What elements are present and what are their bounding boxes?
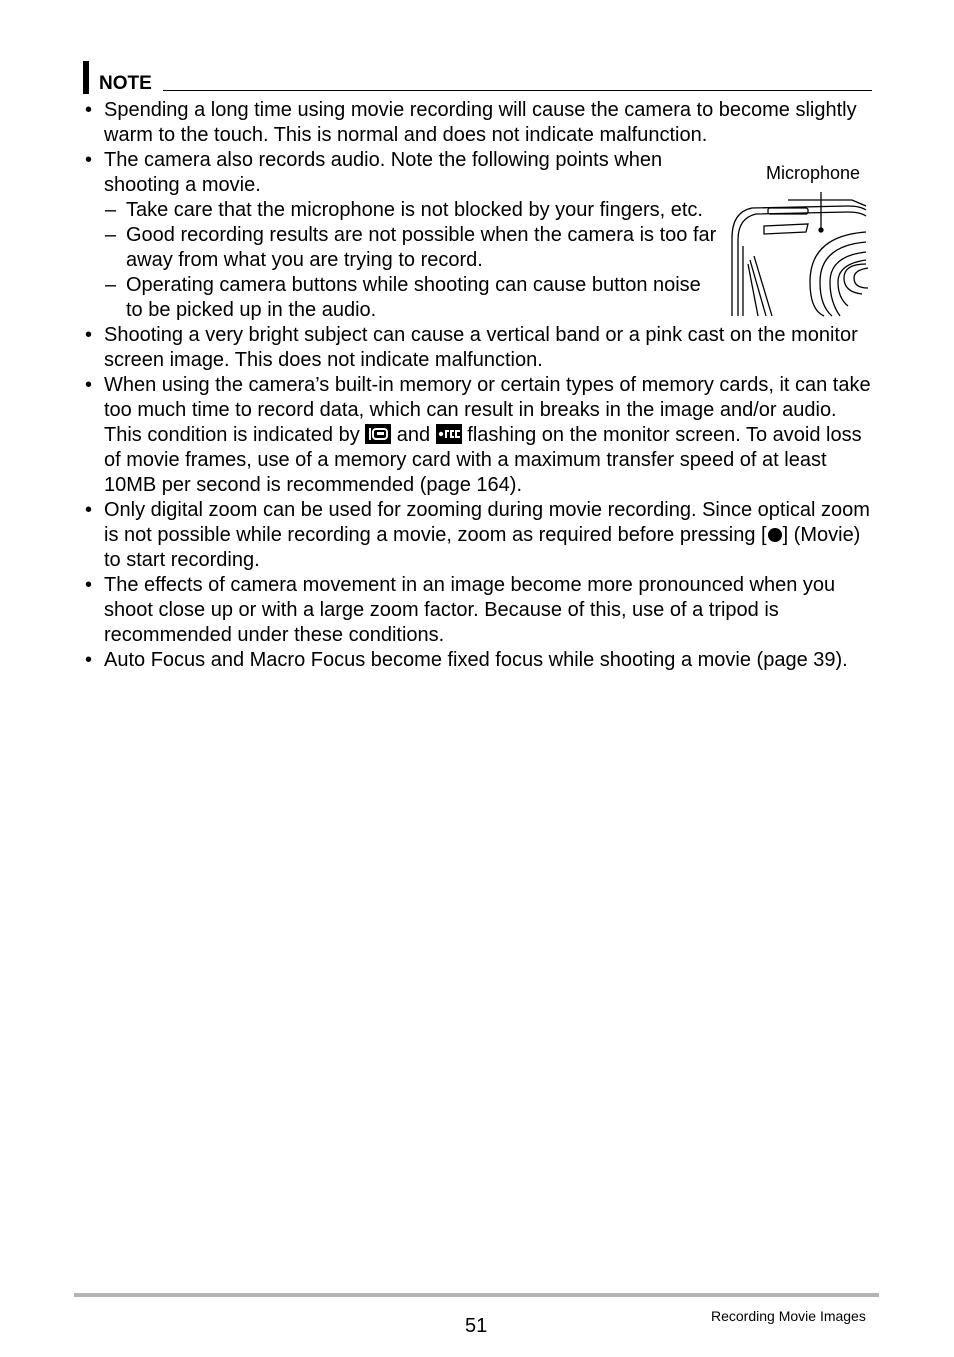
sub-item-text: Good recording results are not possible when the camera is too far away from what you are trying to record.: [126, 224, 717, 271]
movie-button-icon: [768, 528, 782, 542]
microphone-label: Microphone: [766, 163, 861, 183]
section-title: Recording Movie Images: [711, 1308, 866, 1324]
sub-list-item: [85, 223, 736, 273]
bullet-text: The effects of camera movement in an image become more pronounced when you shoot close up or with a large zoom factor. Because of this, use of a tripod is recommended under these conditions.: [104, 574, 836, 646]
bullet-text-part: Only digital zoom can be used for zooming during movie recording. Since optical zoom is not possible while recording a movie, zoom as required before pressing [: [104, 499, 870, 546]
memory-buffer-icon: [365, 424, 391, 444]
dash-marker: –: [105, 199, 117, 221]
bullet-text-part: and: [391, 424, 436, 446]
list-item: [85, 373, 875, 498]
sub-list-item: [85, 273, 716, 323]
dash-marker: –: [105, 224, 117, 246]
bullet-marker: •: [85, 499, 93, 521]
list-item: [85, 648, 875, 673]
camera-microphone-illustration: [728, 160, 870, 320]
list-item: [85, 573, 875, 648]
list-item: [85, 323, 875, 373]
sub-item-text: Take care that the microphone is not blocked by your fingers, etc.: [126, 199, 703, 221]
sub-item-text: Operating camera buttons while shooting can cause button noise to be picked up in the audio.: [126, 274, 701, 321]
list-item: [85, 98, 875, 148]
rec-icon: [436, 424, 462, 444]
bullet-text: Auto Focus and Macro Focus become fixed focus while shooting a movie (page 39).: [104, 649, 848, 671]
sub-list-item: [85, 198, 736, 223]
bullet-text-part: flashing on the monitor screen. To avoid loss of movie frames, use of a memory card with a maximum transfer speed of at least 10MB per second is recommended (page 164).: [104, 424, 862, 496]
bullet-marker: •: [85, 649, 93, 671]
bullet-marker: •: [85, 574, 93, 596]
bullet-marker: •: [85, 374, 93, 396]
note-divider: [163, 90, 872, 91]
footer-divider: [74, 1293, 879, 1297]
bullet-text: Spending a long time using movie recording will cause the camera to become slightly warm to the touch. This is normal and does not indicate malfunction.: [104, 99, 857, 146]
page-number: 51: [465, 1315, 488, 1337]
list-item: [85, 498, 875, 573]
bullet-marker: •: [85, 149, 93, 171]
dash-marker: –: [105, 274, 117, 296]
bullet-marker: •: [85, 99, 93, 121]
bullet-text: The camera also records audio. Note the following points when shooting a movie.: [104, 149, 663, 196]
bullet-text: Shooting a very bright subject can cause a vertical band or a pink cast on the monitor screen image. This does not indicate malfunction.: [104, 324, 858, 371]
bullet-marker: •: [85, 324, 93, 346]
bullet-text-part: ] (Movie) to start recording.: [104, 524, 861, 571]
note-heading-bar: [83, 61, 89, 94]
bullet-text-part: When using the camera’s built-in memory or certain types of memory cards, it can take too much time to record data, which can result in breaks in the image and/or audio. This condition is indicated by: [104, 374, 871, 446]
list-item: [85, 148, 714, 198]
note-heading: NOTE: [99, 73, 152, 94]
